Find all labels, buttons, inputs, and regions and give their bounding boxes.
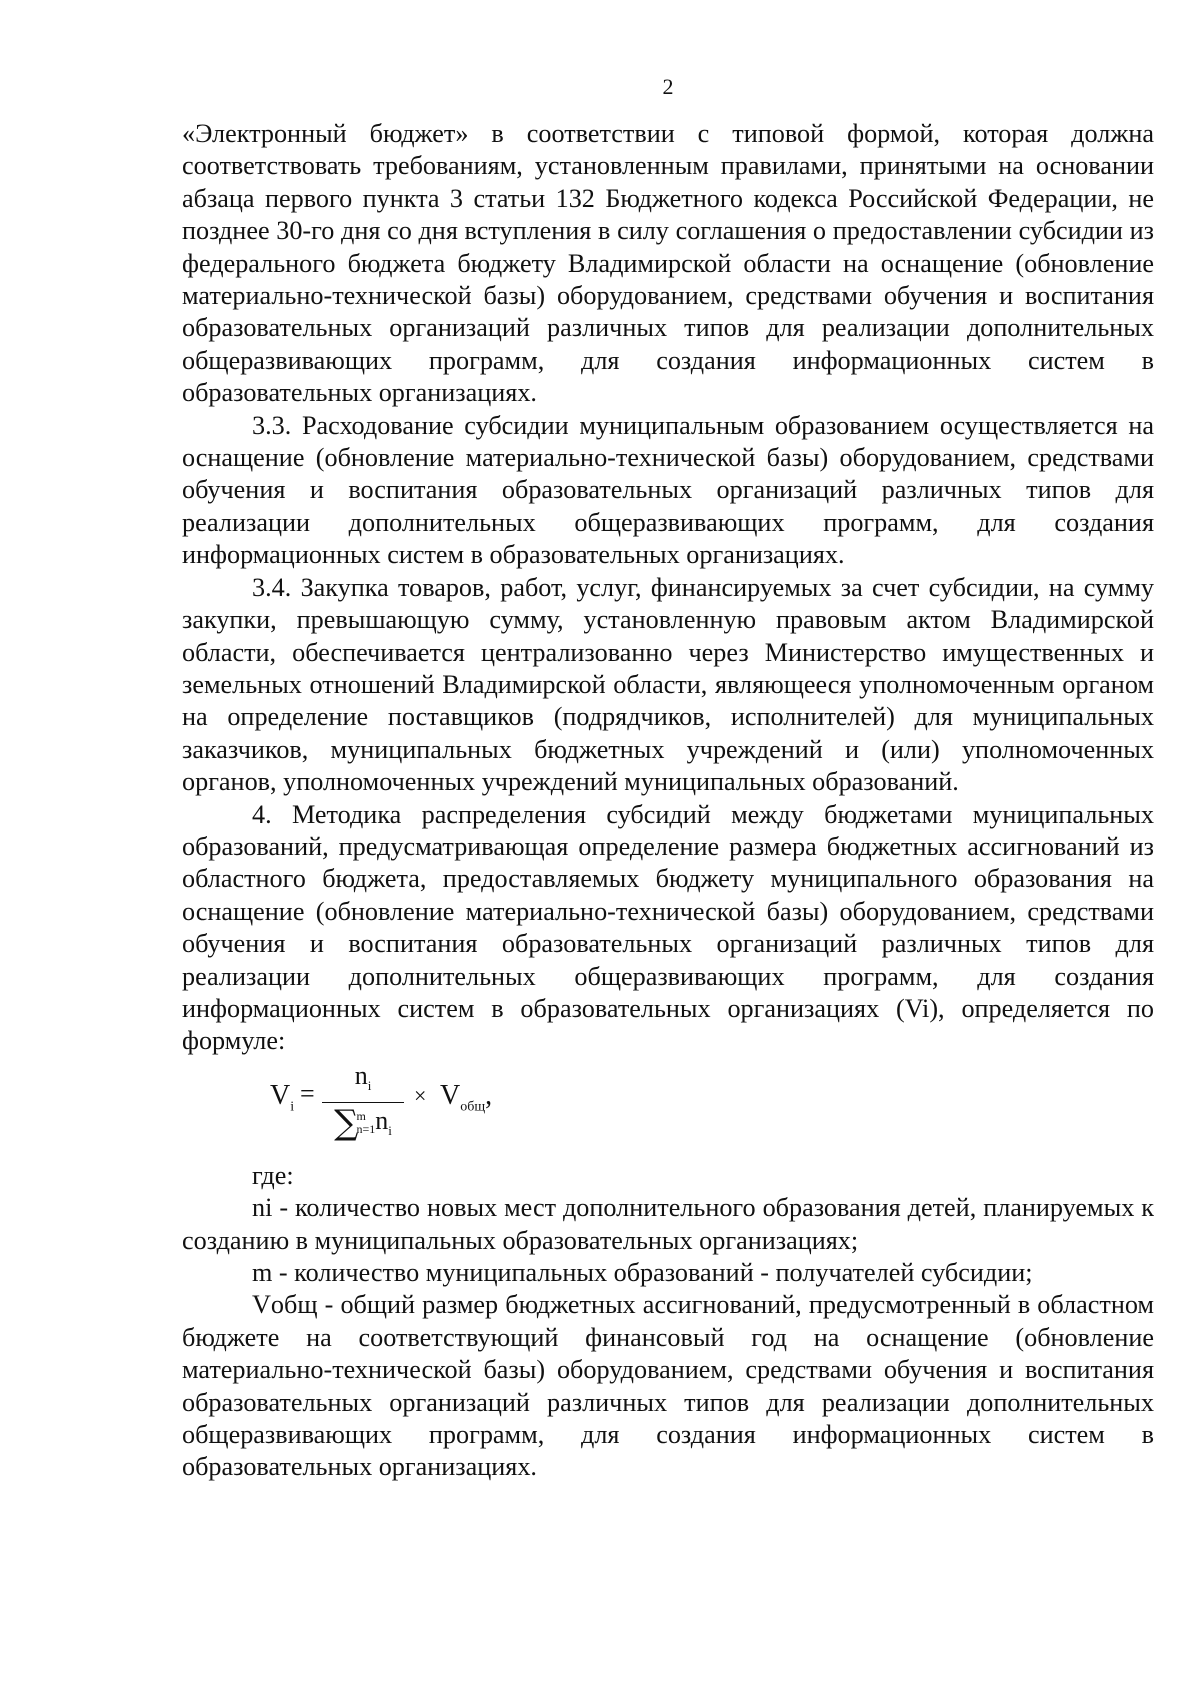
formula-numerator: $n_i$ (354, 1060, 372, 1093)
page-number: 2 (662, 74, 674, 99)
formula-lhs: $V_i$ (270, 1079, 295, 1115)
formula-rhs: $V_{общ}$, (440, 1079, 493, 1115)
where-label: где: (252, 1160, 294, 1190)
paragraph-4-methodology: 4. Методика распределения субсидий между бюджетами муниципальных образований, предусматривающая определение размера бюджетных ассигнований из областного бюджета, предоставляемых бюджету муниципального образования на оснащение (обновление материально-технической базы) оборудованием, средствами обучения и воспитания образовательных организаций различных типов для реализации дополнительных общеразвивающих программ, для создания информационных систем в образовательных организациях (Vi), определяется по формуле: (182, 799, 1154, 1056)
formula-fraction (322, 1062, 404, 1146)
definition-m: m - количество муниципальных образований - получателей субсидии; (252, 1258, 1033, 1287)
paragraph-electronic-budget: «Электронный бюджет» в соответствии с типовой формой, которая должна соответствовать требованиям, установленным правилами, принятыми на основании абзаца первого пункта 3 статьи 132 Бюджетного кодекса Российской Федерации, не позднее 30-го дня со дня вступления в силу соглашения о предоставлении субсидии из федерального бюджета бюджету Владимирской области на оснащение (обновление материально-технической базы) оборудованием, средствами обучения и воспитания образовательных организаций различных типов для реализации дополнительных общеразвивающих программ, для создания информационных систем в образовательных организациях. (182, 119, 1154, 408)
distribution-formula (182, 1062, 1154, 1160)
definition-vobsh: Vобщ - общий размер бюджетных ассигнований, предусмотренный в областном бюджете на соответствующий финансовый год на оснащение (обновление материально-технической базы) оборудованием, средствами обучения и воспитания образовательных организаций различных типов для реализации дополнительных общеразвивающих программ, для создания информационных систем в образовательных организациях. (182, 1290, 1154, 1482)
paragraph-3-3: 3.3. Расходование субсидии муниципальным образованием осуществляется на оснащение (обновление материально-технической базы) оборудованием, средствами обучения и воспитания образовательных организаций различных типов для реализации дополнительных общеразвивающих программ, для создания информационных систем в образовательных организациях. (182, 410, 1154, 570)
formula-equals: = (300, 1078, 315, 1108)
sum-lower-limit: n=1 (356, 1122, 376, 1136)
sum-upper-limit: m (356, 1109, 366, 1123)
paragraph-3-4: 3.4. Закупка товаров, работ, услуг, финансируемых за счет субсидии, на сумму закупки, превышающую сумму, установленную правовым актом Владимирской области, обеспечивается централизованно через Министерство имущественных и земельных отношений Владимирской области, являющееся уполномоченным органом на определение поставщиков (подрядчиков, исполнителей) для муниципальных заказчиков, муниципальных бюджетных учреждений и (или) уполномоченных органов, уполномоченных учреждений муниципальных образований. (182, 572, 1154, 797)
sum-limits (356, 1110, 375, 1136)
sum-symbol: ∑ (334, 1103, 359, 1143)
formula-multiply: × (414, 1082, 427, 1108)
definition-ni: ni - количество новых мест дополнительного образования детей, планируемых к созданию в муниципальных образовательных организациях; (182, 1193, 1154, 1255)
formula-denominator: ∑m $n=1n_i$ (334, 1103, 392, 1143)
document-body (182, 118, 1154, 1484)
